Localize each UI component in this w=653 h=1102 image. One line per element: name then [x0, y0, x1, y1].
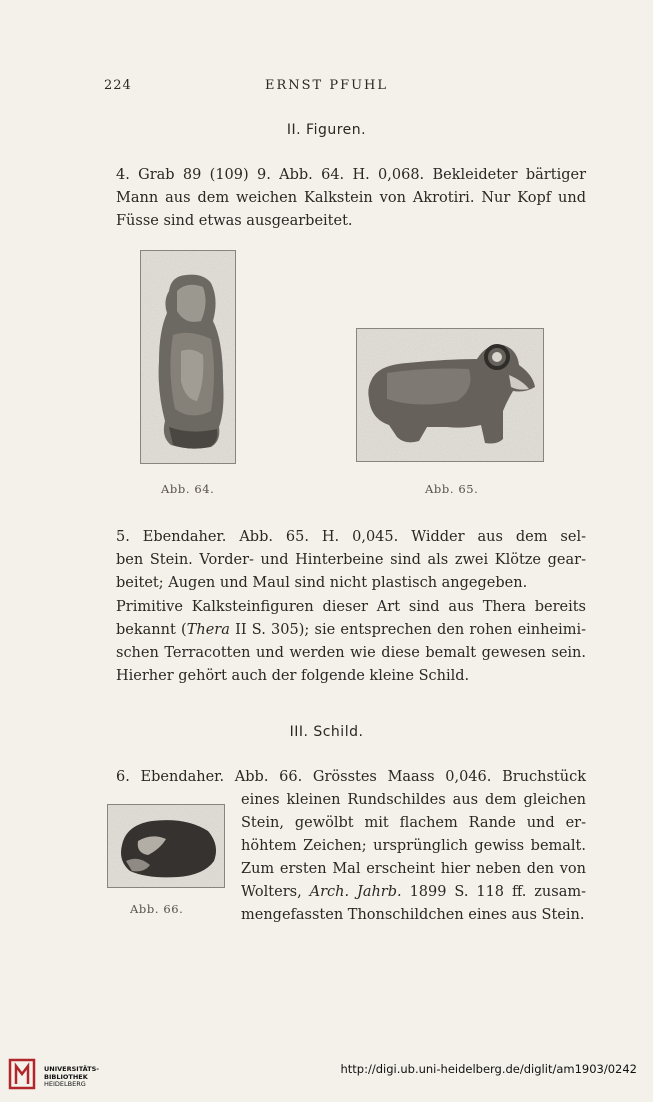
primitive-line: [116, 619, 586, 642]
wolters-citation: Arch. Jahrb.: [309, 884, 402, 900]
library-logo-text: [44, 1066, 99, 1089]
entry-5-line: ben Stein. Vorder- und Hinterbeine sind als zwei Klötze gear-: [116, 552, 586, 568]
library-logo: [8, 1058, 118, 1096]
figure-65-photo: [356, 328, 544, 462]
figure-66-photo: [107, 804, 225, 888]
figure-64-photo: [140, 250, 236, 464]
shield-fragment-photo-icon: [108, 805, 224, 887]
entry-6-line-text: 1899 S. 118 ff. zusam-: [401, 884, 586, 900]
figure-65-caption: Abb. 65.: [425, 482, 479, 496]
primitive-line: schen Terracotten und werden wie diese bemalt gewesen sein.: [116, 645, 586, 661]
section-heading-figuren: II. Figuren.: [286, 122, 367, 138]
entry-4-line: Mann aus dem weichen Kalkstein von Akrotiri. Nur Kopf und: [116, 190, 586, 206]
primitive-line: Primitive Kalksteinfiguren dieser Art sind aus Thera bereits: [116, 599, 586, 615]
entry-4-paragraph: [116, 164, 586, 233]
running-head: ERNST PFUHL: [264, 78, 389, 93]
primitive-line-text: bekannt (: [116, 622, 187, 638]
entry-6-line: [241, 881, 586, 904]
thera-citation: Thera: [186, 622, 230, 638]
entry-4-line: Füsse sind etwas ausgearbeitet.: [116, 213, 353, 229]
entry-6-line-text: Wolters,: [241, 884, 310, 900]
standing-figure-photo-icon: [141, 251, 235, 463]
library-logo-icon: [8, 1058, 36, 1090]
entry-6-wrapped-text: [241, 789, 586, 927]
ram-figurine-photo-icon: [357, 329, 543, 461]
section-heading-schild: III. Schild.: [289, 724, 364, 740]
entry-6-line: Stein, gewölbt mit flachem Rande und er-: [241, 815, 586, 831]
primitive-line: Hierher gehört auch der folgende kleine Schild.: [116, 668, 470, 684]
page-header: [0, 78, 653, 98]
logo-line: UNIVERSITÄTS-: [44, 1065, 99, 1073]
entry-6-line: höhtem Zeichen; ursprünglich gewiss bemalt.: [241, 838, 586, 854]
entry-6-line: Zum ersten Mal erscheint hier neben den von: [241, 861, 586, 877]
page-number: 224: [104, 78, 132, 93]
entry-4-line: 4. Grab 89 (109) 9. Abb. 64. H. 0,068. Bekleideter bärtiger: [116, 167, 586, 183]
permalink[interactable]: http://digi.ub.uni-heidelberg.de/diglit/am1903/0242: [340, 1062, 637, 1076]
primitive-paragraph: [116, 596, 586, 688]
logo-line: BIBLIOTHEK: [44, 1072, 88, 1081]
figure-64-caption: Abb. 64.: [161, 482, 215, 496]
figure-66-caption: Abb. 66.: [130, 902, 184, 916]
entry-5-line: 5. Ebendaher. Abb. 65. H. 0,045. Widder aus dem sel-: [116, 529, 586, 545]
primitive-line-text: II S. 305); sie entsprechen den rohen einheimi-: [229, 622, 586, 638]
logo-line: HEIDELBERG: [44, 1080, 86, 1088]
entry-6-first-line: [116, 766, 586, 789]
entry-5-paragraph: [116, 526, 586, 595]
entry-5-line: beitet; Augen und Maul sind nicht plastisch angegeben.: [116, 575, 528, 591]
entry-6-line: eines kleinen Rundschildes aus dem gleichen: [241, 792, 586, 808]
entry-6-line: mengefassten Thonschildchen eines aus Stein.: [241, 907, 585, 923]
entry-6-line: 6. Ebendaher. Abb. 66. Grösstes Maass 0,046. Bruchstück: [116, 769, 586, 785]
